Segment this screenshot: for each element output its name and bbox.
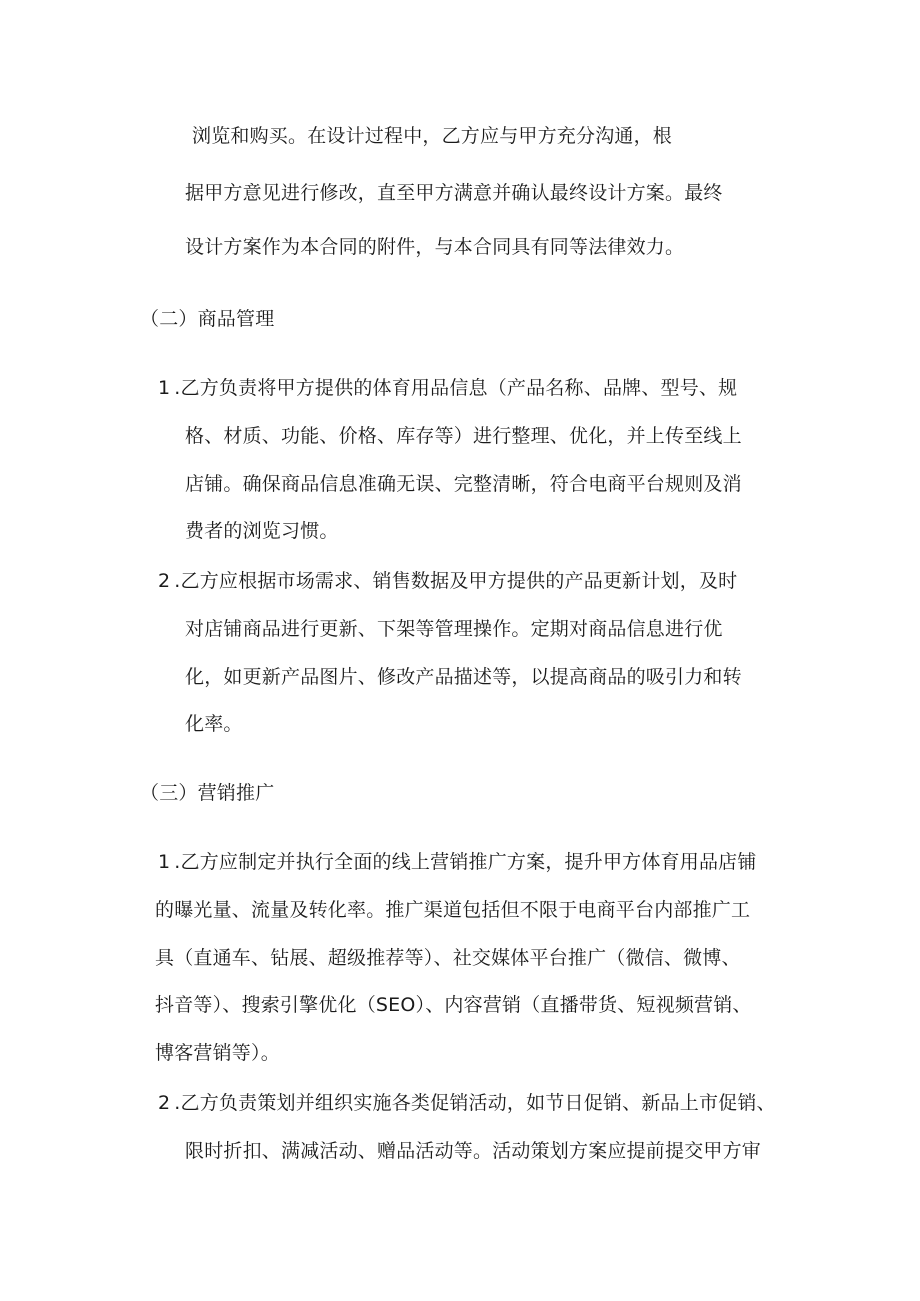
item-number: 1	[158, 851, 171, 873]
item-line: 对店铺商品进行更新、下架等管理操作。定期对商品信息进行优	[185, 618, 723, 640]
item-line: 的曝光量、流量及转化率。推广渠道包括但不限于电商平台内部推广工	[155, 899, 751, 921]
item-line: 博客营销等）。	[155, 1042, 280, 1064]
section-heading-product-management: （二）商品管理	[140, 308, 275, 330]
intro-line-1: 浏览和购买。在设计过程中，乙方应与甲方充分沟通，根	[192, 125, 673, 147]
item-line: 化，如更新产品图片、修改产品描述等，以提高商品的吸引力和转	[185, 666, 742, 688]
list-item-number	[158, 376, 737, 400]
list-item-number	[158, 1091, 776, 1115]
item-line: .乙方应根据市场需求、销售数据及甲方提供的产品更新计划，及时	[174, 570, 738, 592]
item-line: .乙方应制定并执行全面的线上营销推广方案，提升甲方体育用品店铺	[174, 851, 757, 873]
item-line: .乙方负责将甲方提供的体育用品信息（产品名称、品牌、型号、规	[174, 377, 738, 399]
item-number: 1	[158, 377, 171, 399]
item-line: 具（直通车、钻展、超级推荐等）、社交媒体平台推广（微信、微博、	[155, 947, 741, 969]
item-line: 化率。	[185, 713, 243, 735]
intro-line-3: 设计方案作为本合同的附件，与本合同具有同等法律效力。	[185, 236, 685, 258]
item-line: 费者的浏览习惯。	[185, 520, 339, 542]
intro-line-2: 据甲方意见进行修改，直至甲方满意并确认最终设计方案。最终	[185, 182, 723, 204]
section-heading-marketing: （三）营销推广	[140, 782, 275, 804]
item-line: 店铺。确保商品信息准确无误、完整清晰，符合电商平台规则及消	[185, 473, 742, 495]
item-number: 2	[158, 1092, 171, 1114]
item-line: .乙方负责策划并组织实施各类促销活动，如节日促销、新品上市促销、	[174, 1092, 776, 1114]
list-item-number	[158, 850, 757, 874]
item-line: 限时折扣、满减活动、赠品活动等。活动策划方案应提前提交甲方审	[185, 1140, 762, 1162]
item-line: 抖音等）、搜索引擎优化（SEO）、内容营销（直播带货、短视频营销、	[155, 994, 752, 1016]
item-number: 2	[158, 570, 171, 592]
item-line: 格、材质、功能、价格、库存等）进行整理、优化，并上传至线上	[185, 425, 742, 447]
list-item-number	[158, 569, 737, 593]
